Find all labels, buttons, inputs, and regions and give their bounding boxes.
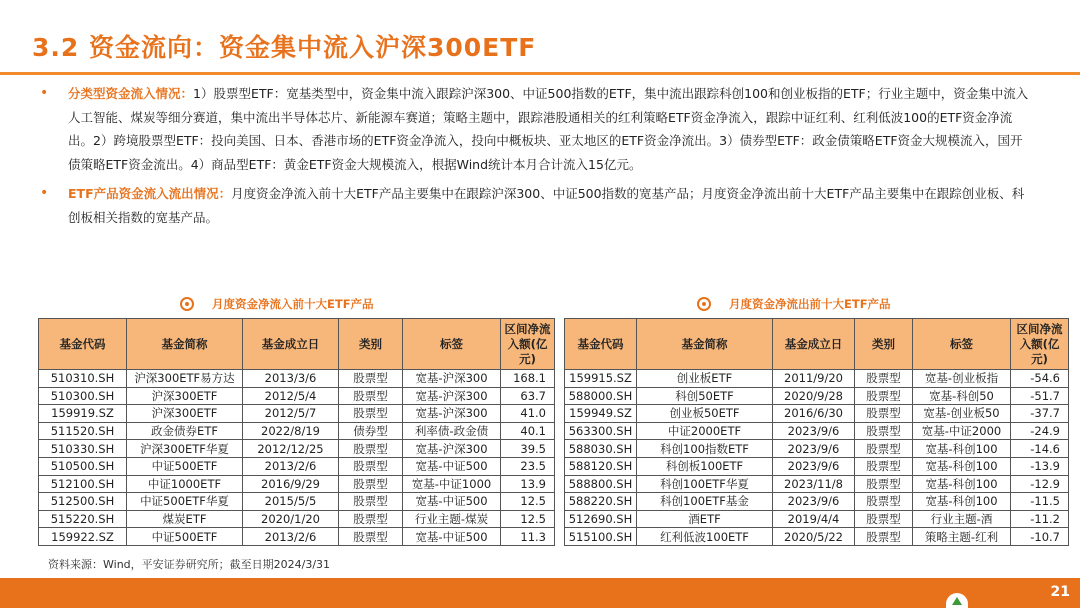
table-row bbox=[39, 422, 555, 440]
table-row bbox=[565, 510, 1069, 528]
cell-net-flow: 12.5 bbox=[501, 510, 555, 528]
source-note: 资料来源：Wind，平安证券研究所；截至日期2024/3/31 bbox=[48, 558, 331, 571]
cell-fund-name: 科创50ETF bbox=[637, 387, 773, 405]
cell-category: 股票型 bbox=[855, 475, 913, 493]
cell-tag: 宽基-中证500 bbox=[403, 528, 501, 546]
cell-net-flow: -14.6 bbox=[1011, 440, 1069, 458]
cell-tag: 宽基-创业板指 bbox=[913, 370, 1011, 388]
table-row bbox=[39, 370, 555, 388]
bullet-text: 1）股票型ETF：宽基类型中，资金集中流入跟踪沪深300、中证500指数的ETF，集中流出跟踪科创100和创业板指的ETF；行业主题中，资金集中流入人工智能、煤炭等细分赛道，集中流出半导体芯片、新能源车赛道；策略主题中，跟踪港股通相关的红利策略ETF资金净流入，跟踪中证红利、红利低波100的ETF资金净流出。2）跨境股票型ETF：投向美国、日本、香港市场的ETF资金净流入，投向中概板块、亚太地区的ETF资金净流出。3）债券型ETF：政金债策略ETF资金大规模流入，国开债策略ETF资金流出。4）商品型ETF：黄金ETF资金大规模流入，根据Wind统计本月合计流入15亿元。 bbox=[68, 86, 1029, 172]
cell-fund-name: 科创100指数ETF bbox=[637, 440, 773, 458]
cell-fund-code: 515220.SH bbox=[39, 510, 127, 528]
cell-net-flow: 41.0 bbox=[501, 405, 555, 423]
table-header-row bbox=[565, 319, 1069, 370]
cell-fund-code: 510500.SH bbox=[39, 457, 127, 475]
cell-category: 股票型 bbox=[855, 387, 913, 405]
cell-inception-date: 2013/3/6 bbox=[243, 370, 339, 388]
cell-fund-code: 511520.SH bbox=[39, 422, 127, 440]
cell-category: 股票型 bbox=[339, 493, 403, 511]
cell-tag: 宽基-中证2000 bbox=[913, 422, 1011, 440]
cell-category: 股票型 bbox=[855, 405, 913, 423]
cell-fund-name: 创业板ETF bbox=[637, 370, 773, 388]
cell-inception-date: 2020/1/20 bbox=[243, 510, 339, 528]
cell-category: 股票型 bbox=[855, 422, 913, 440]
cell-fund-code: 588030.SH bbox=[565, 440, 637, 458]
table-row bbox=[39, 475, 555, 493]
cell-net-flow: 12.5 bbox=[501, 493, 555, 511]
cell-category: 股票型 bbox=[339, 528, 403, 546]
inflow-caption-text: 月度资金净流入前十大ETF产品 bbox=[212, 297, 374, 311]
cell-tag: 宽基-沪深300 bbox=[403, 405, 501, 423]
cell-net-flow: -11.5 bbox=[1011, 493, 1069, 511]
cell-inception-date: 2020/9/28 bbox=[773, 387, 855, 405]
cell-tag: 宽基-中证500 bbox=[403, 493, 501, 511]
bullet-list bbox=[40, 82, 1030, 235]
cell-category: 股票型 bbox=[855, 457, 913, 475]
cell-fund-name: 沪深300ETF bbox=[127, 387, 243, 405]
cell-fund-code: 588220.SH bbox=[565, 493, 637, 511]
cell-fund-name: 煤炭ETF bbox=[127, 510, 243, 528]
cell-tag: 宽基-创业板50 bbox=[913, 405, 1011, 423]
cell-fund-code: 510300.SH bbox=[39, 387, 127, 405]
outflow-table-caption bbox=[697, 296, 891, 312]
table-row bbox=[39, 493, 555, 511]
cell-fund-code: 563300.SH bbox=[565, 422, 637, 440]
header-fund-code: 基金代码 bbox=[39, 319, 127, 370]
company-logo-icon bbox=[946, 593, 968, 608]
cell-fund-name: 中证2000ETF bbox=[637, 422, 773, 440]
table-row bbox=[565, 405, 1069, 423]
header-inception-date: 基金成立日 bbox=[243, 319, 339, 370]
cell-inception-date: 2012/5/4 bbox=[243, 387, 339, 405]
bullet-dot-icon: • bbox=[40, 185, 49, 201]
cell-net-flow: 63.7 bbox=[501, 387, 555, 405]
table-row bbox=[565, 457, 1069, 475]
cell-fund-name: 政金债券ETF bbox=[127, 422, 243, 440]
cell-net-flow: 11.3 bbox=[501, 528, 555, 546]
cell-net-flow: -54.6 bbox=[1011, 370, 1069, 388]
table-row bbox=[565, 493, 1069, 511]
cell-fund-name: 科创100ETF基金 bbox=[637, 493, 773, 511]
cell-fund-code: 510310.SH bbox=[39, 370, 127, 388]
table-row bbox=[39, 528, 555, 546]
cell-category: 股票型 bbox=[339, 457, 403, 475]
cell-inception-date: 2011/9/20 bbox=[773, 370, 855, 388]
cell-tag: 宽基-沪深300 bbox=[403, 387, 501, 405]
cell-tag: 宽基-中证1000 bbox=[403, 475, 501, 493]
inflow-table bbox=[38, 318, 555, 546]
cell-net-flow: 168.1 bbox=[501, 370, 555, 388]
cell-inception-date: 2023/9/6 bbox=[773, 440, 855, 458]
cell-fund-name: 创业板50ETF bbox=[637, 405, 773, 423]
cell-net-flow: -51.7 bbox=[1011, 387, 1069, 405]
header-category: 类别 bbox=[339, 319, 403, 370]
cell-tag: 宽基-科创50 bbox=[913, 387, 1011, 405]
cell-fund-code: 159915.SZ bbox=[565, 370, 637, 388]
cell-category: 股票型 bbox=[339, 370, 403, 388]
bullet-item bbox=[40, 82, 1030, 176]
cell-fund-code: 510330.SH bbox=[39, 440, 127, 458]
table-row bbox=[39, 440, 555, 458]
cell-net-flow: -12.9 bbox=[1011, 475, 1069, 493]
table-row bbox=[565, 422, 1069, 440]
cell-tag: 宽基-沪深300 bbox=[403, 440, 501, 458]
cell-inception-date: 2016/6/30 bbox=[773, 405, 855, 423]
cell-inception-date: 2023/11/8 bbox=[773, 475, 855, 493]
cell-fund-code: 512690.SH bbox=[565, 510, 637, 528]
cell-net-flow: 23.5 bbox=[501, 457, 555, 475]
table-row bbox=[39, 457, 555, 475]
cell-category: 股票型 bbox=[339, 440, 403, 458]
header-net-flow: 区间净流入额(亿元) bbox=[501, 319, 555, 370]
cell-inception-date: 2023/9/6 bbox=[773, 422, 855, 440]
cell-category: 股票型 bbox=[855, 528, 913, 546]
header-category: 类别 bbox=[855, 319, 913, 370]
cell-fund-name: 科创100ETF华夏 bbox=[637, 475, 773, 493]
cell-tag: 行业主题-酒 bbox=[913, 510, 1011, 528]
header-net-flow: 区间净流入额(亿元) bbox=[1011, 319, 1069, 370]
cell-inception-date: 2023/9/6 bbox=[773, 457, 855, 475]
cell-category: 股票型 bbox=[855, 370, 913, 388]
cell-tag: 宽基-科创100 bbox=[913, 440, 1011, 458]
header-fund-name: 基金简称 bbox=[637, 319, 773, 370]
cell-inception-date: 2013/2/6 bbox=[243, 457, 339, 475]
bullet-item bbox=[40, 182, 1030, 229]
page-title: 3.2 资金流向：资金集中流入沪深300ETF bbox=[32, 33, 537, 62]
header-tag: 标签 bbox=[403, 319, 501, 370]
cell-inception-date: 2023/9/6 bbox=[773, 493, 855, 511]
bullet-text: 月度资金净流入前十大ETF产品主要集中在跟踪沪深300、中证500指数的宽基产品；月度资金净流出前十大ETF产品主要集中在跟踪创业板、科创板相关指数的宽基产品。 bbox=[68, 186, 1025, 225]
header-fund-name: 基金简称 bbox=[127, 319, 243, 370]
cell-tag: 利率债-政金债 bbox=[403, 422, 501, 440]
title-divider bbox=[0, 72, 1080, 75]
cell-net-flow: 13.9 bbox=[501, 475, 555, 493]
cell-category: 股票型 bbox=[339, 475, 403, 493]
cell-net-flow: 39.5 bbox=[501, 440, 555, 458]
cell-fund-name: 沪深300ETF bbox=[127, 405, 243, 423]
cell-inception-date: 2022/8/19 bbox=[243, 422, 339, 440]
cell-category: 债券型 bbox=[339, 422, 403, 440]
cell-net-flow: -10.7 bbox=[1011, 528, 1069, 546]
table-row bbox=[39, 387, 555, 405]
target-icon bbox=[180, 297, 194, 311]
cell-fund-name: 中证500ETF bbox=[127, 457, 243, 475]
table-row bbox=[39, 405, 555, 423]
cell-fund-name: 中证1000ETF bbox=[127, 475, 243, 493]
inflow-table-caption bbox=[180, 296, 374, 312]
cell-inception-date: 2013/2/6 bbox=[243, 528, 339, 546]
cell-fund-code: 512100.SH bbox=[39, 475, 127, 493]
cell-fund-code: 159949.SZ bbox=[565, 405, 637, 423]
cell-fund-code: 512500.SH bbox=[39, 493, 127, 511]
cell-category: 股票型 bbox=[855, 510, 913, 528]
cell-fund-name: 沪深300ETF易方达 bbox=[127, 370, 243, 388]
cell-fund-name: 沪深300ETF华夏 bbox=[127, 440, 243, 458]
bullet-dot-icon: • bbox=[40, 85, 49, 101]
table-row bbox=[565, 387, 1069, 405]
cell-fund-name: 红利低波100ETF bbox=[637, 528, 773, 546]
cell-category: 股票型 bbox=[339, 405, 403, 423]
cell-net-flow: -11.2 bbox=[1011, 510, 1069, 528]
table-row bbox=[565, 370, 1069, 388]
header-tag: 标签 bbox=[913, 319, 1011, 370]
table-row bbox=[565, 475, 1069, 493]
cell-fund-name: 科创板100ETF bbox=[637, 457, 773, 475]
cell-tag: 宽基-科创100 bbox=[913, 457, 1011, 475]
cell-fund-code: 159922.SZ bbox=[39, 528, 127, 546]
cell-tag: 行业主题-煤炭 bbox=[403, 510, 501, 528]
cell-net-flow: -24.9 bbox=[1011, 422, 1069, 440]
cell-fund-code: 515100.SH bbox=[565, 528, 637, 546]
cell-fund-code: 159919.SZ bbox=[39, 405, 127, 423]
cell-fund-code: 588000.SH bbox=[565, 387, 637, 405]
cell-fund-name: 中证500ETF华夏 bbox=[127, 493, 243, 511]
cell-tag: 策略主题-红利 bbox=[913, 528, 1011, 546]
cell-tag: 宽基-沪深300 bbox=[403, 370, 501, 388]
page-number: 21 bbox=[1050, 584, 1070, 600]
table-row bbox=[565, 440, 1069, 458]
cell-fund-name: 中证500ETF bbox=[127, 528, 243, 546]
cell-inception-date: 2016/9/29 bbox=[243, 475, 339, 493]
cell-category: 股票型 bbox=[339, 387, 403, 405]
bullet-lead: 分类型资金流入情况： bbox=[68, 86, 194, 101]
outflow-table bbox=[564, 318, 1069, 546]
cell-inception-date: 2012/5/7 bbox=[243, 405, 339, 423]
cell-inception-date: 2020/5/22 bbox=[773, 528, 855, 546]
header-fund-code: 基金代码 bbox=[565, 319, 637, 370]
cell-fund-name: 酒ETF bbox=[637, 510, 773, 528]
cell-inception-date: 2012/12/25 bbox=[243, 440, 339, 458]
cell-net-flow: -37.7 bbox=[1011, 405, 1069, 423]
cell-inception-date: 2015/5/5 bbox=[243, 493, 339, 511]
cell-category: 股票型 bbox=[339, 510, 403, 528]
cell-tag: 宽基-科创100 bbox=[913, 475, 1011, 493]
cell-category: 股票型 bbox=[855, 493, 913, 511]
cell-fund-code: 588800.SH bbox=[565, 475, 637, 493]
table-header-row bbox=[39, 319, 555, 370]
table-row bbox=[565, 528, 1069, 546]
outflow-caption-text: 月度资金净流出前十大ETF产品 bbox=[729, 297, 891, 311]
cell-category: 股票型 bbox=[855, 440, 913, 458]
cell-fund-code: 588120.SH bbox=[565, 457, 637, 475]
cell-tag: 宽基-中证500 bbox=[403, 457, 501, 475]
bullet-lead: ETF产品资金流入流出情况： bbox=[68, 186, 232, 201]
footer-bar bbox=[0, 578, 1080, 608]
target-icon bbox=[697, 297, 711, 311]
cell-net-flow: 40.1 bbox=[501, 422, 555, 440]
table-row bbox=[39, 510, 555, 528]
cell-tag: 宽基-科创100 bbox=[913, 493, 1011, 511]
cell-inception-date: 2019/4/4 bbox=[773, 510, 855, 528]
cell-net-flow: -13.9 bbox=[1011, 457, 1069, 475]
header-inception-date: 基金成立日 bbox=[773, 319, 855, 370]
